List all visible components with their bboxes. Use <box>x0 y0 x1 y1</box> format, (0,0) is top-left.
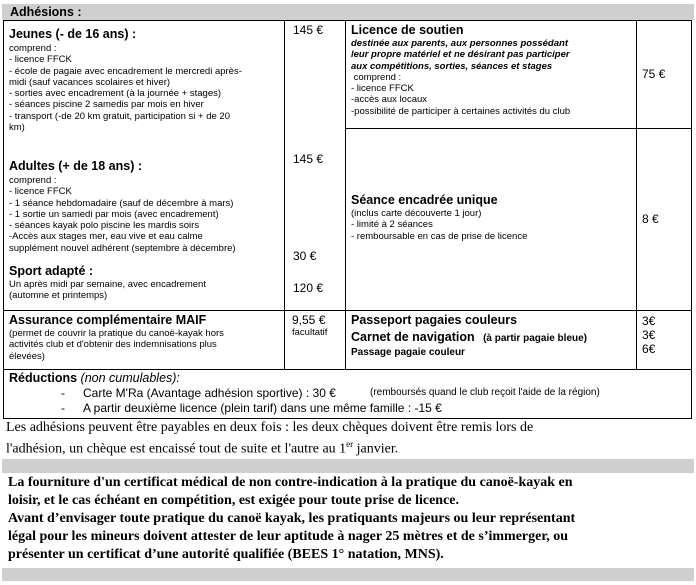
vline-col1 <box>284 20 285 369</box>
bullet-dash: - <box>61 386 65 400</box>
soutien-item: -accès aux locaux <box>351 94 428 106</box>
jeunes-item: km) <box>9 122 25 134</box>
certificat-line: Avant d’envisager toute pratique du canoë kayak, les pratiquants majeurs ou leur représentant <box>8 511 576 526</box>
bullet-dash: - <box>61 401 65 415</box>
reductions-heading-note: (non cumulables): <box>80 371 180 385</box>
sport-adapte-item: Un après midi par semaine, avec encadrement <box>9 279 206 290</box>
sport-adapte-heading: Sport adapté : <box>9 264 94 278</box>
table-border-top <box>3 20 692 21</box>
reduction-item-note: (remboursés quand le club reçoit l'aide de la région) <box>370 387 600 398</box>
maif-item: (permet de couvrir la pratique du canoë-kayak hors <box>9 328 224 339</box>
passeport-prices <box>642 314 690 356</box>
adultes-intro: comprend : <box>9 175 57 186</box>
maif-price-note: facultatif <box>292 327 328 338</box>
jeunes-section <box>9 27 284 157</box>
adultes-item: - 1 sortie un samedi par mois (avec encadrement) <box>9 208 219 220</box>
adultes-item: -Accès aux stages mer, eau vive et eau calme <box>9 231 203 243</box>
certificat-line: légal pour les mineurs doivent attester de leur aptitude à nager 25 mètres et de s’immerger, ou <box>8 529 569 544</box>
hline-row2 <box>3 310 692 311</box>
seance-price: 8 € <box>642 212 659 226</box>
adultes-item: - 1 séance hebdomadaire (sauf de décembre à mars) <box>9 197 234 209</box>
hline-right-mid <box>345 128 692 129</box>
table-border-left <box>3 20 4 419</box>
payment-note <box>6 419 694 457</box>
soutien-section <box>351 23 636 128</box>
jeunes-item: - transport (-de 20 km gratuit, participation si + de 20 <box>9 110 230 122</box>
passeport-line: Passeport pagaies couleurs <box>351 313 518 327</box>
table-border-right <box>691 20 692 419</box>
seance-item: - limité à 2 séances <box>351 219 433 231</box>
soutien-description: aux compétitions, sorties, séances et stages <box>351 60 553 72</box>
maif-item: élevées) <box>9 350 45 362</box>
price-item: 3€ <box>642 328 656 342</box>
jeunes-intro: comprend : <box>9 43 57 54</box>
sport-adapte-section <box>9 264 284 309</box>
certificat-line: La fourniture d'un certificat médical de non contre-indication à la pratique du canoë-kayak en <box>8 475 573 490</box>
seance-heading: Séance encadrée unique <box>351 193 498 207</box>
payment-line-end: janvier. <box>353 441 399 457</box>
reduction-item: Carte M'Ra (Avantage adhésion sportive) : 30 € <box>83 386 336 400</box>
sport-adapte-price: 120 € <box>293 281 324 295</box>
passeport-section <box>351 313 636 369</box>
jeunes-item: midi (sauf vacances scolaires et hiver) <box>9 76 171 88</box>
payment-sup: er <box>346 439 354 449</box>
maif-heading: Assurance complémentaire MAIF <box>9 313 207 327</box>
adultes-heading: Adultes (+ de 18 ans) : <box>9 159 143 173</box>
vline-col2 <box>345 20 346 369</box>
soutien-item: - licence FFCK <box>351 83 414 95</box>
certificat-line: présenter un certificat d’une autorité qualifiée (BEES 1° natation, MNS). <box>8 547 444 562</box>
maif-section <box>9 313 284 369</box>
adultes-supplement-price: 30 € <box>293 249 317 263</box>
hline-row3 <box>3 369 692 370</box>
page-title: Adhésions : <box>10 5 82 19</box>
adultes-item: - séances kayak polo piscine les mardis soirs <box>9 220 200 232</box>
soutien-description: leur propre matériel et ne désirant pas participer <box>351 49 570 61</box>
reduction-item: A partir deuxième licence (plein tarif) dans une même famille : -15 € <box>83 401 442 415</box>
passage-pagaie: Passage pagaie couleur <box>351 347 465 358</box>
footer-bar <box>2 568 694 581</box>
carnet-note: (à partir pagaie bleue) <box>483 333 588 344</box>
carnet-navigation: Carnet de navigation <box>351 330 475 344</box>
maif-item: activités club et d'obtenir des indemnisations plus <box>9 339 217 351</box>
price-item: 6€ <box>642 342 656 356</box>
seance-item: (inclus carte découverte 1 jour) <box>351 208 482 219</box>
soutien-intro: comprend : <box>351 71 402 83</box>
vline-col3 <box>636 20 637 369</box>
adultes-item: supplément nouvel adhérent (septembre à décembre) <box>9 242 236 254</box>
payment-line: Les adhésions peuvent être payables en deux fois : les deux chèques doivent être remis lors de <box>6 420 534 435</box>
sport-adapte-item: (automne et printemps) <box>9 290 108 302</box>
soutien-description: destinée aux parents, aux personnes possédant <box>351 38 568 49</box>
reductions-section <box>9 371 689 418</box>
certificat-line: loisir, et le cas échéant en compétition, est exigée pour toute prise de licence. <box>8 493 460 508</box>
soutien-heading: Licence de soutien <box>351 23 464 37</box>
jeunes-item: - sorties avec encadrement (à la journée + stages) <box>9 88 222 100</box>
seance-item: - remboursable en cas de prise de licence <box>351 230 528 242</box>
price-item: 3€ <box>642 314 656 328</box>
seance-section <box>351 193 636 253</box>
jeunes-item: - licence FFCK <box>9 54 72 66</box>
maif-price-cell <box>292 313 344 338</box>
maif-price: 9,55 € <box>292 313 326 327</box>
jeunes-item: - séances piscine 2 samedis par mois en hiver <box>9 99 204 111</box>
jeunes-price: 145 € <box>293 23 324 37</box>
adultes-price: 145 € <box>293 152 324 166</box>
soutien-price: 75 € <box>642 67 666 81</box>
certificat-note <box>8 474 694 566</box>
adultes-section <box>9 159 284 269</box>
payment-line: l'adhésion, un chèque est encaissé tout de suite et l'autre au 1 <box>6 441 347 457</box>
jeunes-heading: Jeunes (- de 16 ans) : <box>9 27 137 41</box>
reductions-heading: Réductions <box>9 371 78 385</box>
adultes-item: - licence FFCK <box>9 186 72 198</box>
separator-bar <box>2 459 694 473</box>
soutien-item: -possibilité de participer à certaines activités du club <box>351 105 571 117</box>
jeunes-item: - école de pagaie avec encadrement le mercredi après- <box>9 65 242 77</box>
